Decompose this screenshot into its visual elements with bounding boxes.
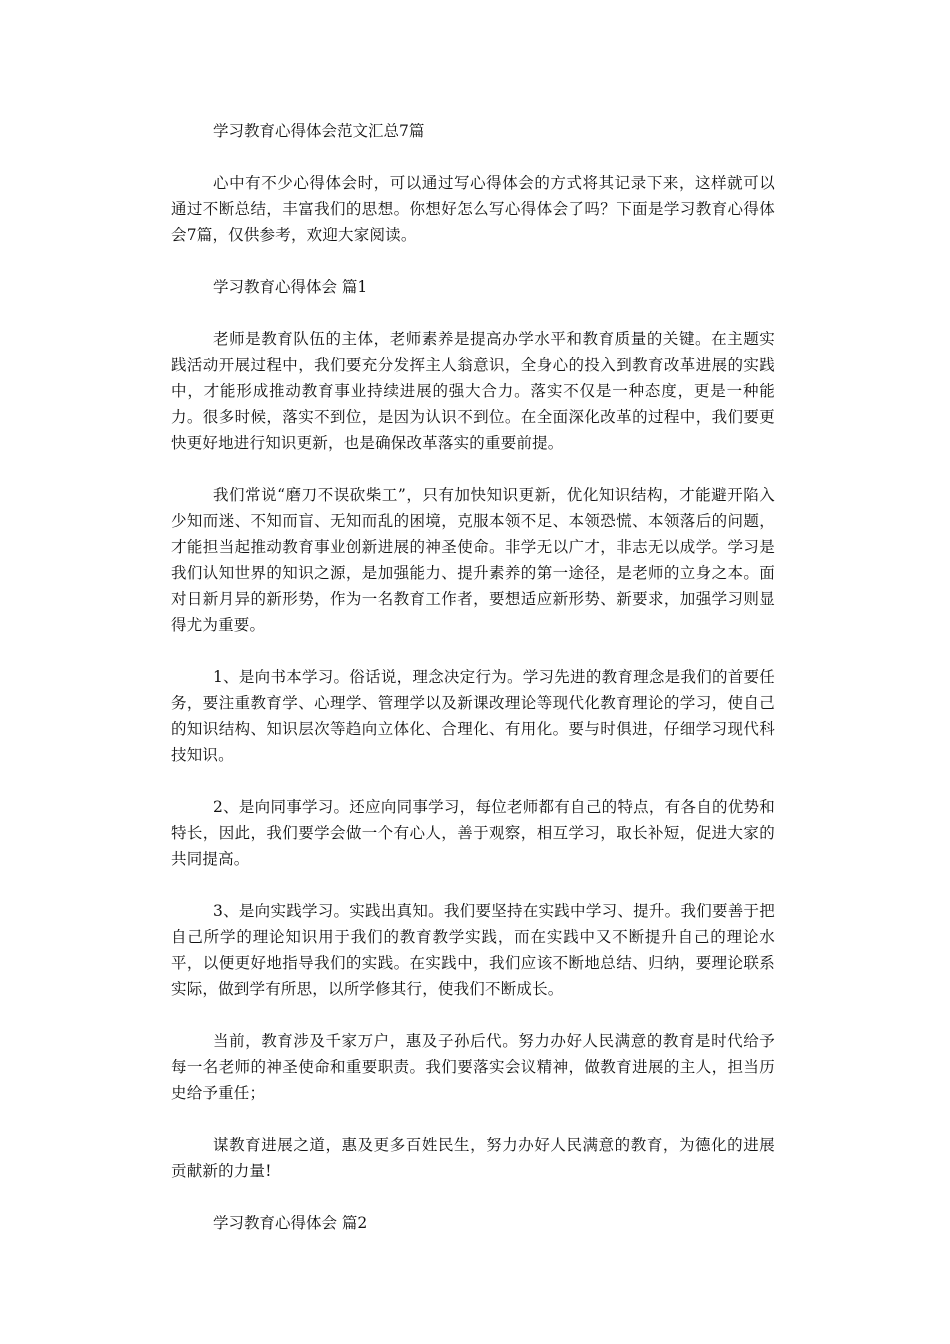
section-heading-2: 学习教育心得体会 篇2 xyxy=(213,1214,368,1232)
paragraph: 老师是教育队伍的主体，老师素养是提高办学水平和教育质量的关键。在主题实践活动开展过程中，我们要充分发挥主人翁意识，全身心的投入到教育改革进展的实践中，才能形成推动教育事业持续进展的强大合力。落实不仅是一种态度，更是一种能力。很多时候，落实不到位，是因为认识不到位。在全面深化改革的过程中，我们要更快更好地进行知识更新，也是确保改革落实的重要前提。 xyxy=(171,330,775,452)
paragraph: 2、是向同事学习。还应向同事学习，每位老师都有自己的特点，有各自的优势和特长，因此，我们要学会做一个有心人，善于观察，相互学习，取长补短，促进大家的共同提高。 xyxy=(171,798,775,868)
intro-paragraph: 心中有不少心得体会时，可以通过写心得体会的方式将其记录下来，这样就可以通过不断总结，丰富我们的思想。你想好怎么写心得体会了吗？下面是学习教育心得体会7篇，仅供参考，欢迎大家阅读。 xyxy=(171,174,775,244)
section-heading-1: 学习教育心得体会 篇1 xyxy=(213,278,368,296)
paragraph: 1、是向书本学习。俗话说，理念决定行为。学习先进的教育理念是我们的首要任务，要注重教育学、心理学、管理学以及新课改理论等现代化教育理论的学习，使自己的知识结构、知识层次等趋向立体化、合理化、有用化。要与时俱进，仔细学习现代科技知识。 xyxy=(171,668,775,764)
paragraph: 当前，教育涉及千家万户，惠及子孙后代。努力办好人民满意的教育是时代给予每一名老师的神圣使命和重要职责。我们要落实会议精神，做教育进展的主人，担当历史给予重任； xyxy=(171,1032,775,1102)
paragraph: 我们常说“磨刀不误砍柴工”，只有加快知识更新，优化知识结构，才能避开陷入少知而迷、不知而盲、无知而乱的困境，克服本领不足、本领恐慌、本领落后的问题，才能担当起推动教育事业创新进展的神圣使命。非学无以广才，非志无以成学。学习是我们认知世界的知识之源，是加强能力、提升素养的第一途径，是老师的立身之本。面对日新月异的新形势，作为一名教育工作者，要想适应新形势、新要求，加强学习则显得尤为重要。 xyxy=(171,486,775,634)
paragraph: 谋教育进展之道，惠及更多百姓民生，努力办好人民满意的教育，为德化的进展贡献新的力量! xyxy=(171,1136,775,1180)
paragraph: 3、是向实践学习。实践出真知。我们要坚持在实践中学习、提升。我们要善于把自己所学的理论知识用于我们的教育教学实践，而在实践中又不断提升自己的理论水平，以便更好地指导我们的实践。在实践中，我们应该不断地总结、归纳，要理论联系实际，做到学有所思，以所学修其行，使我们不断成长。 xyxy=(171,902,775,998)
document-title: 学习教育心得体会范文汇总7篇 xyxy=(213,122,425,140)
document-body xyxy=(171,118,775,1262)
